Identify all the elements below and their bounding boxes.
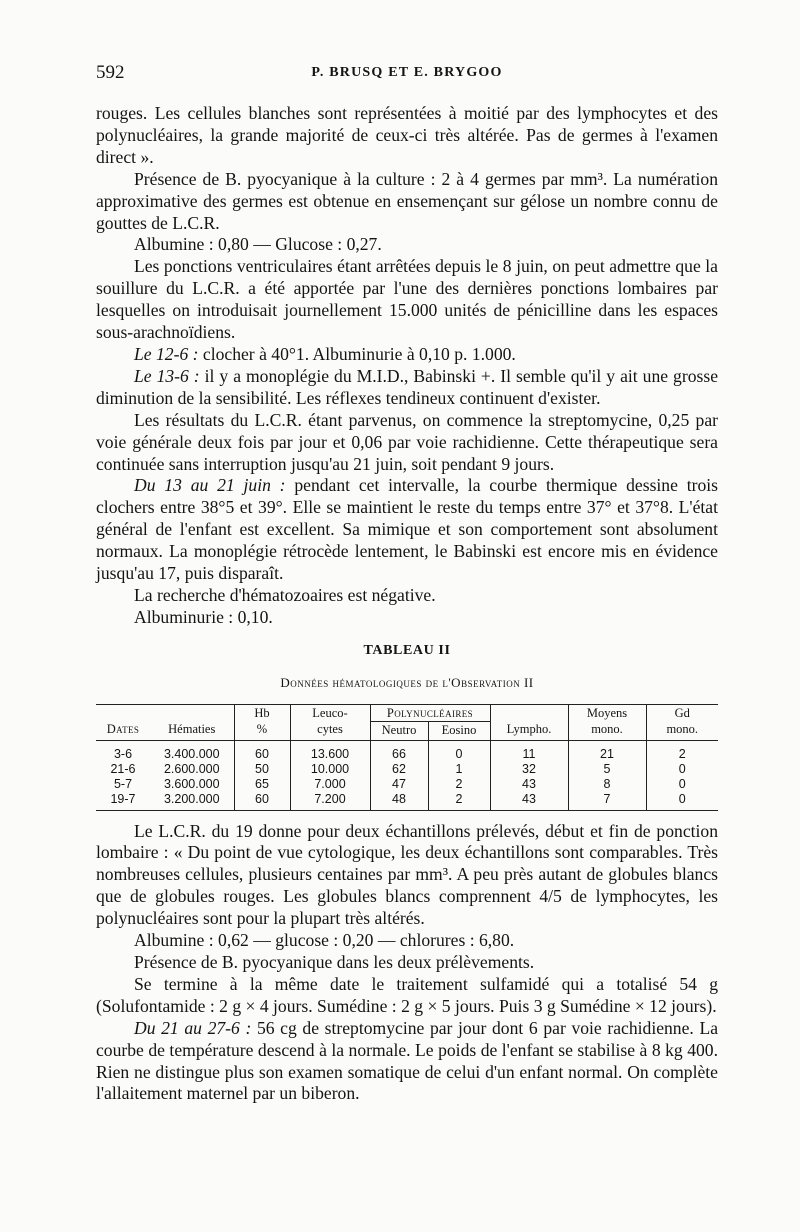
paragraph-text: Présence de B. pyocyanique dans les deux prélèvements. [134,952,535,972]
paragraphs-after [96,821,718,1106]
header-eosino: Eosino [428,721,490,740]
header-hematies: Hématies [150,721,234,740]
header-moyens-line2: mono. [568,721,646,740]
paragraph-text: Les ponctions ventriculaires étant arrêtées depuis le 8 juin, on peut admettre que la souillure du L.C.R. a été apportée par l'une des dernières ponctions lombaires par lesquelles on introduisait journellement 15.000 unités de pénicilline dans les espaces sous-arachnoïdiens. [96,256,718,343]
page-number: 592 [96,62,125,83]
paragraph-text: pendant cet intervalle, la courbe thermique dessine trois clochers entre 38°5 et 39°. Elle se maintient le reste du temps entre 37° et 37°8. L'état général de l'enfant est excellent. Sa mimique et son comportement sont absolument normaux. La monoplégie rétrocède lentement, le Babinski est encore mis en évidence jusqu'au 17, puis disparaît. [96,475,718,584]
cell-eosino: 2 [428,777,490,792]
table-body [96,740,718,810]
table-title: TABLEAU II [363,642,451,658]
paragraphs-before [96,103,718,629]
paragraph-text: 56 cg de streptomycine par jour dont 6 par voie rachidienne. La courbe de température descend à la normale. Le poids de l'enfant se stabilise à 8 kg 400. Rien ne distingue plus son examen somatique de celui d'un enfant normal. On complète l'allaitement maternel par un biberon. [96,1017,718,1104]
cell-hematies: 3.400.000 [163,746,220,761]
cell-leucocytes: 7.200 [290,792,370,811]
cell-date: 5-7 [113,776,133,791]
header-lympho: Lympho. [490,721,568,740]
cell-hb: 60 [234,740,290,762]
cell-lympho: 11 [490,740,568,762]
paragraph-date-label: Du 21 au 27-6 : [134,1017,252,1038]
cell-hematies: 3.600.000 [163,776,220,791]
cell-lympho: 43 [490,777,568,792]
header-hb-line1: Hb [234,704,290,721]
paragraph [96,103,718,169]
paragraph [96,366,718,410]
paragraph [96,974,718,1018]
paragraph [96,821,718,931]
page-header [96,62,718,86]
table-row [96,740,718,762]
header-hb-line2: % [234,721,290,740]
body-text [96,103,718,1105]
paragraph [96,410,718,476]
cell-eosino: 1 [428,762,490,777]
cell-gd-mono: 0 [646,792,718,811]
table-row [96,777,718,792]
paragraph-text: clocher à 40°1. Albuminurie à 0,10 p. 1.000. [198,343,516,364]
table-row [96,762,718,777]
header-gd-line1: Gd [646,704,718,721]
paragraph [96,169,718,235]
cell-moyens-mono: 21 [568,740,646,762]
paragraph-text: La recherche d'hématozoaires est négative. [134,584,436,605]
cell-gd-mono: 2 [646,740,718,762]
cell-eosino: 0 [428,740,490,762]
header-leuco-line1: Leuco- [290,704,370,721]
cell-lympho: 43 [490,792,568,811]
cell-date: 3-6 [113,746,133,761]
cell-lympho: 32 [490,762,568,777]
paragraph [96,475,718,585]
paragraph-text: Albumine : 0,62 — glucose : 0,20 — chlorures : 6,80. [134,930,515,951]
header-gd-line2: mono. [646,721,718,740]
cell-leucocytes: 13.600 [290,740,370,762]
cell-moyens-mono: 7 [568,792,646,811]
hematology-table [96,704,718,811]
running-head: P. BRUSQ ET E. BRYGOO [311,65,503,80]
header-moyens-line1: Moyens [568,704,646,721]
paragraph-text: il y a monoplégie du M.I.D., Babinski +. Il semble qu'il y ait une grosse diminution de la sensibilité. Les réflexes tendineux continuent d'exister. [96,365,718,408]
paragraph [96,930,718,952]
header-neutro: Neutro [370,721,428,740]
cell-leucocytes: 7.000 [290,777,370,792]
cell-hematies: 3.200.000 [150,792,234,811]
paragraph-text: Albuminurie : 0,10. [134,606,273,627]
paragraph [96,585,718,607]
cell-gd-mono: 0 [646,777,718,792]
cell-hb: 60 [234,792,290,811]
paragraph [96,952,718,974]
cell-neutro: 47 [370,777,428,792]
paragraph [96,256,718,344]
cell-hematies: 2.600.000 [163,761,220,776]
paragraph-text: rouges. Les cellules blanches sont représentées à moitié par des lymphocytes et des polynucléaires, la grande majorité de ceux-ci très altérée. Pas de germes à l'examen direct ». [96,103,718,167]
paragraph-text: Albumine : 0,80 — Glucose : 0,27. [134,234,382,255]
cell-hb: 50 [234,762,290,777]
paragraph [96,344,718,366]
cell-neutro: 62 [370,762,428,777]
header-dates: Dates [96,721,150,740]
cell-neutro: 48 [370,792,428,811]
cell-date: 19-7 [96,792,150,811]
paragraph-date-label: Le 13-6 : [134,365,200,386]
paragraph [96,607,718,629]
cell-leucocytes: 10.000 [290,762,370,777]
paragraph-text: Se termine à la même date le traitement sulfamidé qui a totalisé 54 g (Solufontamide : 2 g × 4 jours. Sumédine : 2 g × 5 jours. Puis 3 g Sumédine × 12 jours). [96,973,718,1016]
table-subtitle: Données hématologiques de l'Observation II [280,674,534,690]
header-leuco-line2: cytes [290,721,370,740]
header-polynucleaires: Polynucléaires [370,704,490,721]
paragraph-text: Présence de B. pyocyanique à la culture : 2 à 4 germes par mm³. La numération approximative des germes est obtenue en ensemençant sur gélose un nombre connu de gouttes de L.C.R. [96,168,718,233]
cell-eosino: 2 [428,792,490,811]
table-row [96,792,718,811]
cell-neutro: 66 [370,740,428,762]
cell-moyens-mono: 8 [568,777,646,792]
cell-gd-mono: 0 [646,762,718,777]
cell-hb: 65 [234,777,290,792]
paragraph-text: Les résultats du L.C.R. étant parvenus, on commence la streptomycine, 0,25 par voie générale deux fois par jour et 0,06 par voie rachidienne. Cette thérapeutique sera continuée sans interruption jusqu'au 21 juin, soit pendant 9 jours. [96,409,718,474]
cell-moyens-mono: 5 [568,762,646,777]
paragraph-text: Le L.C.R. du 19 donne pour deux échantillons prélevés, début et fin de ponction lombaire : « Du point de vue cytologique, les deux échantillons sont comparables. Très nombreuses cellules, plusieurs centaines par mm³. A peu près autant de globules blancs que de globules rouges. Les globules blancs comprennent 4/5 de lymphocytes, les polynucléaires sont pour la plupart très altérés. [96,820,718,929]
paragraph [96,1018,718,1106]
paragraph-date-label: Du 13 au 21 juin : [134,475,286,496]
cell-date: 21-6 [110,761,136,776]
paragraph [96,234,718,256]
table-block [96,640,718,811]
paragraph-date-label: Le 12-6 : [134,343,199,364]
